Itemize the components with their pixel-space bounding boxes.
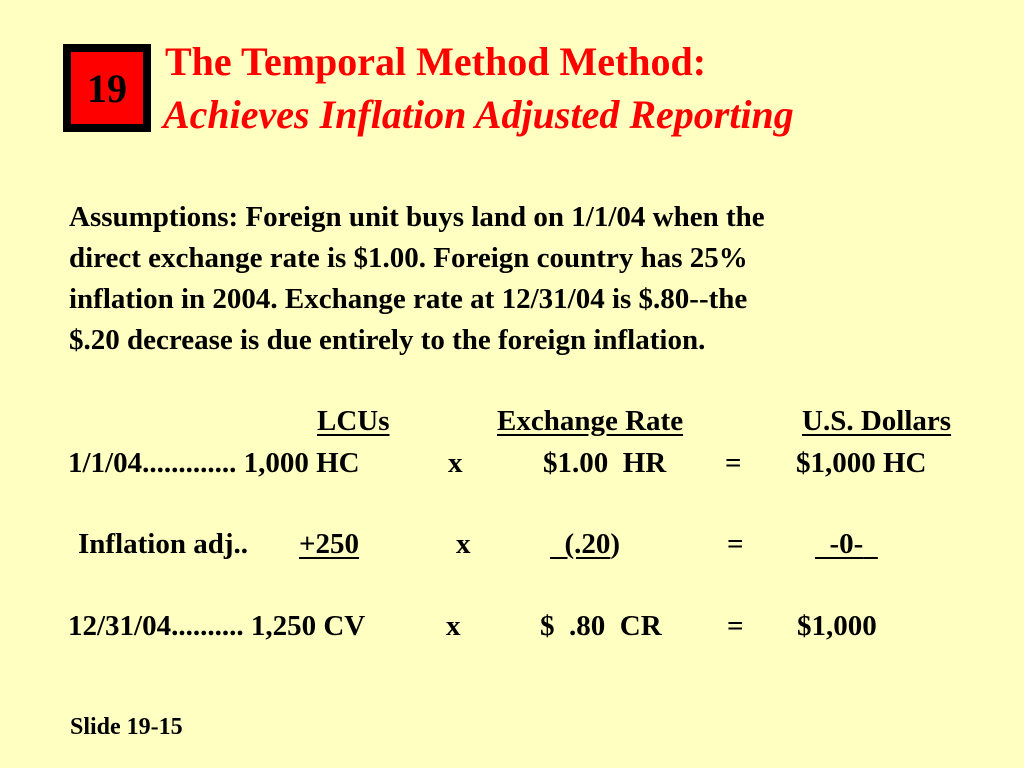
assumptions-paragraph bbox=[69, 197, 989, 361]
row-2-label: Inflation adj.. bbox=[78, 528, 249, 560]
header-us-dollars: U.S. Dollars bbox=[802, 405, 952, 437]
row-2-lcu: +250 bbox=[299, 528, 360, 560]
row-3-usd: $1,000 bbox=[797, 610, 877, 642]
assumptions-line: Assumptions: Foreign unit buys land on 1/1/04 when the bbox=[69, 201, 765, 233]
row-3-operator: x bbox=[446, 610, 461, 642]
row-1-rate: $1.00 HR bbox=[543, 447, 667, 479]
row-2-usd-tail bbox=[863, 528, 878, 560]
row-3-rate: $ .80 CR bbox=[540, 610, 662, 642]
row-2-equals: = bbox=[727, 528, 744, 560]
row-2-rate bbox=[550, 527, 620, 561]
header-lcus: LCUs bbox=[317, 405, 390, 437]
assumptions-line: $.20 decrease is due entirely to the foreign inflation. bbox=[69, 324, 706, 356]
header-exchange-rate: Exchange Rate bbox=[497, 405, 684, 437]
row-2-usd-pad bbox=[815, 528, 830, 560]
row-1-label: 1/1/04............. 1,000 HC bbox=[68, 447, 360, 479]
slide-title: The Temporal Method Method: bbox=[165, 39, 707, 84]
row-3-label: 12/31/04.......... 1,250 CV bbox=[68, 610, 366, 642]
row-1-operator: x bbox=[448, 447, 463, 479]
row-1-usd: $1,000 HC bbox=[796, 447, 927, 479]
assumptions-line: direct exchange rate is $1.00. Foreign country has 25% bbox=[69, 242, 748, 274]
slide-number: Slide 19-15 bbox=[70, 714, 183, 740]
row-2-rate-pad bbox=[550, 528, 565, 560]
row-2-operator: x bbox=[456, 528, 471, 560]
row-2-rate-tail: ) bbox=[610, 528, 621, 560]
row-1-equals: = bbox=[725, 447, 742, 479]
row-2-rate-value: (.20 bbox=[564, 528, 611, 560]
slide-subtitle: Achieves Inflation Adjusted Reporting bbox=[163, 92, 794, 137]
chapter-number: 19 bbox=[71, 52, 143, 124]
chapter-badge bbox=[63, 44, 151, 132]
row-3-equals: = bbox=[727, 610, 744, 642]
row-2-usd bbox=[815, 527, 878, 561]
row-2-usd-value: -0- bbox=[829, 528, 864, 560]
assumptions-line: inflation in 2004. Exchange rate at 12/31/04 is $.80--the bbox=[69, 283, 748, 315]
